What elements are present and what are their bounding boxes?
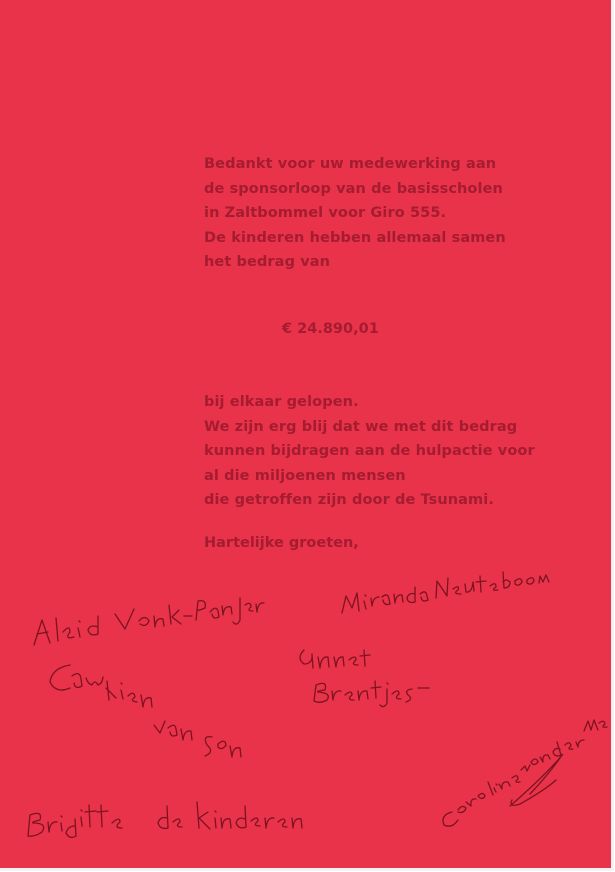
letter-line: die getroffen zijn door de Tsunami. xyxy=(204,492,494,508)
letter-line: We zijn erg blij dat we met dit bedrag xyxy=(204,418,518,435)
letter-line: kunnen bijdragen aan de hulpactie voor xyxy=(204,443,535,459)
signature-miranda-neuteboom xyxy=(342,572,549,613)
letter-line: De kinderen hebben allemaal samen xyxy=(204,229,506,246)
signature-aleid-vonk-panjer xyxy=(34,598,264,645)
signature-brigitte-de-kinderen xyxy=(28,802,302,837)
letter-line: al die miljoenen mensen xyxy=(204,467,406,484)
signature-caroline-van-der-meulen xyxy=(443,720,607,826)
letter-line: bij elkaar gelopen. xyxy=(204,394,359,410)
letter-line: het bedrag van xyxy=(204,254,331,270)
signature-annet-brentjes xyxy=(300,650,429,707)
donation-amount: € 24.890,01 xyxy=(282,321,379,337)
letter-line: Bedankt voor uw medewerking aan xyxy=(204,156,497,172)
closing-greeting: Hartelijke groeten, xyxy=(204,535,359,551)
letter-line: de sponsorloop van de basisscholen xyxy=(204,180,503,197)
letter-line: in Zaltbommel voor Giro 555. xyxy=(204,205,447,221)
signature-carolien-van-son xyxy=(50,665,241,757)
